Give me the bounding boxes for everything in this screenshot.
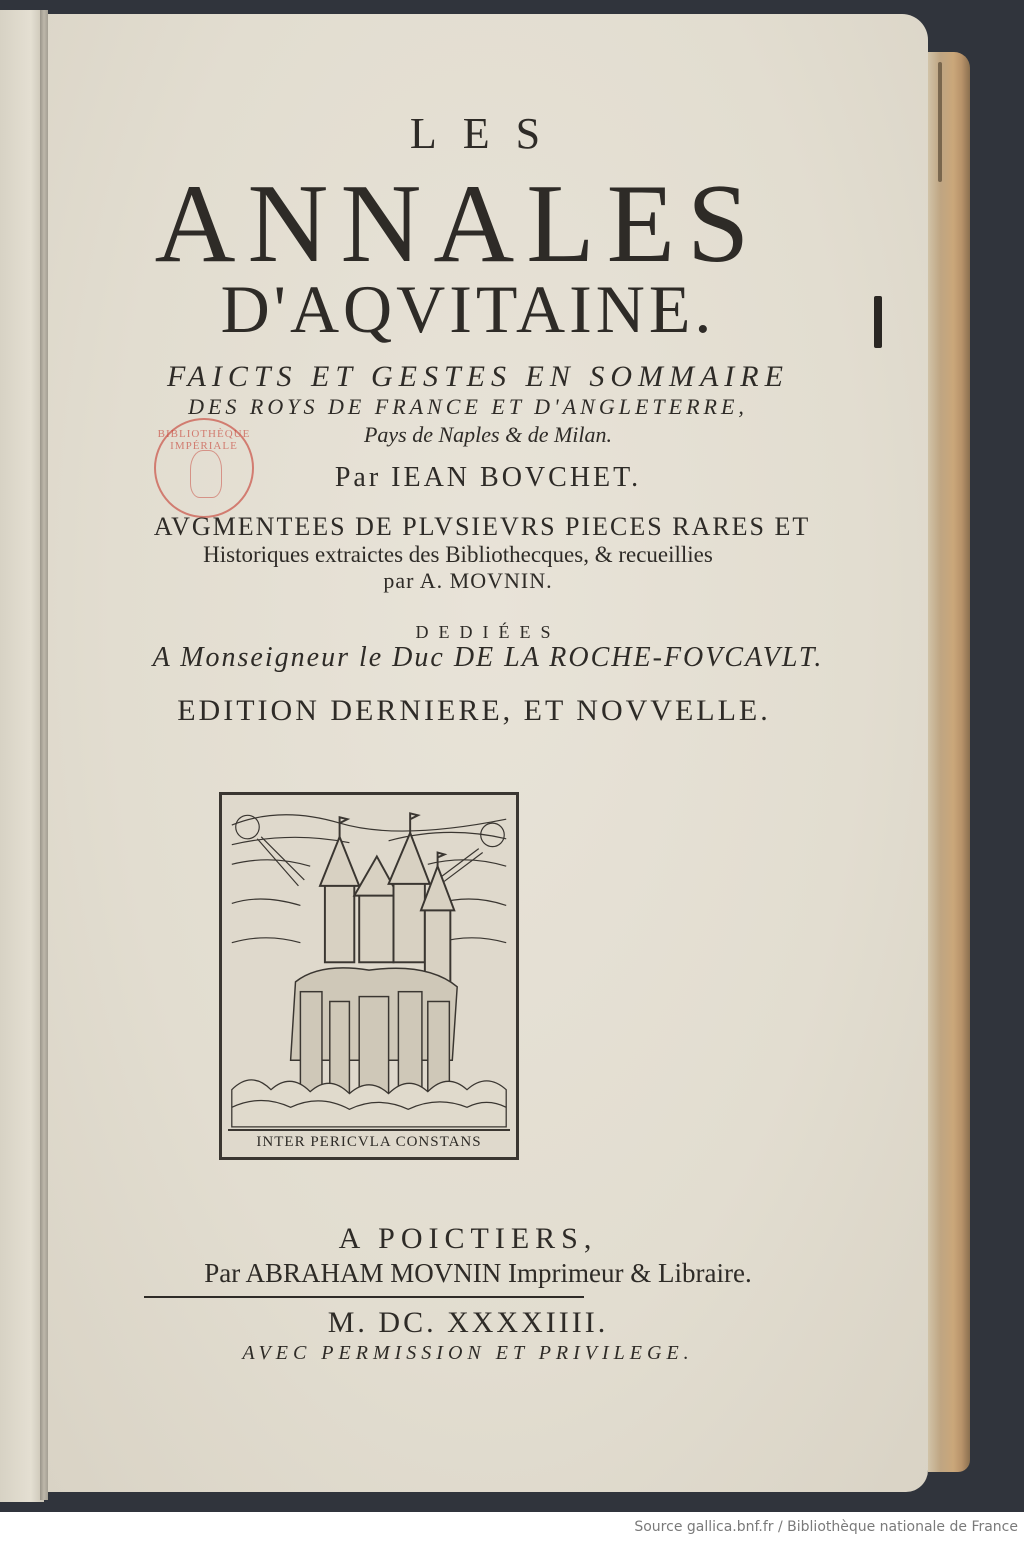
- title-aquitaine: D'AQVITAINE.: [220, 271, 716, 347]
- printer-device-woodcut: [219, 792, 519, 1160]
- title-annales: ANNALES: [154, 162, 762, 286]
- imprint-printer: Par ABRAHAM MOVNIN Imprimeur & Libraire.: [204, 1258, 752, 1288]
- title-les: LES: [409, 109, 567, 158]
- title-page-content: [48, 0, 928, 1512]
- source-attribution: Source gallica.bnf.fr / Bibliothèque nationale de France: [634, 1519, 1018, 1535]
- edition-line: EDITION DERNIERE, ET NOVVELLE.: [177, 694, 771, 727]
- page-edges: [928, 52, 970, 1472]
- author-line: Par IEAN BOVCHET.: [334, 462, 642, 493]
- dediees-line: DEDIÉES: [415, 622, 561, 642]
- subtitle-pays: Pays de Naples & de Milan.: [363, 422, 613, 447]
- imprint-privilege: AVEC PERMISSION ET PRIVILEGE.: [242, 1342, 694, 1364]
- stamp-text: BIBLIOTHÈQUE IMPÉRIALE: [157, 428, 251, 452]
- imprint-date: M. DC. XXXXIIII.: [327, 1306, 609, 1339]
- mounin-line: par A. MOVNIN.: [383, 568, 553, 593]
- imprint-place: A POICTIERS,: [338, 1222, 598, 1255]
- augmentees-line: AVGMENTEES DE PLVSIEVRS PIECES RARES ET: [153, 512, 811, 541]
- subtitle-roys: DES ROYS DE FRANCE ET D'ANGLETERRE,: [188, 394, 748, 419]
- subtitle-faicts: FAICTS ET GESTES EN SOMMAIRE: [167, 360, 789, 393]
- historiques-line: Historiques extraictes des Bibliothecques, & recueillies: [203, 542, 713, 567]
- castle-woodcut-icon: [222, 795, 516, 1157]
- woodcut-motto: INTER PERICVLA CONSTANS: [228, 1129, 510, 1153]
- imprint-rule: [144, 1296, 584, 1298]
- dedication-line: A Monseigneur le Duc DE LA ROCHE-FOVCAVLT.: [152, 642, 824, 673]
